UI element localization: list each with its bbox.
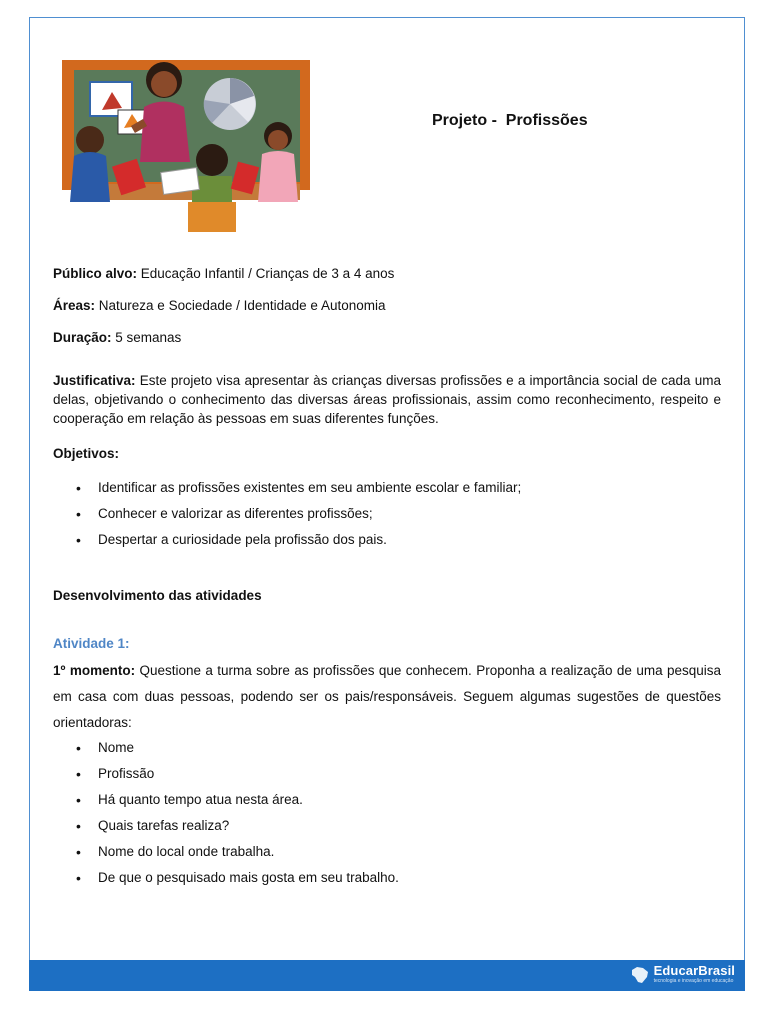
list-item: • Profissão bbox=[76, 764, 399, 790]
logo-subtitle: tecnologia e inovação em educação bbox=[653, 978, 734, 984]
list-item: • Nome bbox=[76, 738, 399, 764]
duracao-label: Duração: bbox=[53, 330, 112, 345]
questoes-list bbox=[76, 738, 399, 894]
justificativa-paragraph bbox=[53, 371, 721, 428]
publico-alvo-label: Público alvo: bbox=[53, 266, 138, 281]
document-title: Projeto - Profissões bbox=[432, 112, 588, 129]
logo-text: EducarBrasil bbox=[653, 963, 735, 978]
areas-line bbox=[53, 298, 386, 313]
classroom-illustration bbox=[52, 52, 312, 232]
publico-alvo-value: Educação Infantil / Crianças de 3 a 4 anos bbox=[137, 266, 395, 281]
list-item: • Quais tarefas realiza? bbox=[76, 816, 399, 842]
areas-label: Áreas: bbox=[53, 298, 96, 313]
justificativa-text: Este projeto visa apresentar às crianças diversas profissões e a importância social de cada uma delas, objetivando o conhecimento das diversas áreas profissionais, assim como reconhecimento, respeito e cooperação em relação às pessoas em suas diferentes funções. bbox=[53, 373, 721, 426]
areas-value: Natureza e Sociedade / Identidade e Autonomia bbox=[95, 298, 386, 313]
brazil-map-icon bbox=[629, 964, 651, 986]
list-item: • Há quanto tempo atua nesta área. bbox=[76, 790, 399, 816]
moment-label: 1º momento: bbox=[53, 663, 136, 678]
justificativa-label: Justificativa: bbox=[53, 373, 136, 388]
atividade-1-title: Atividade 1: bbox=[53, 636, 130, 651]
list-item: • Identificar as profissões existentes em seu ambiente escolar e familiar; bbox=[76, 478, 521, 504]
list-item: • Conhecer e valorizar as diferentes profissões; bbox=[76, 504, 521, 530]
list-item: • Despertar a curiosidade pela profissão dos pais. bbox=[76, 530, 521, 556]
educarbrasil-logo bbox=[629, 964, 735, 986]
duracao-value: 5 semanas bbox=[111, 330, 182, 345]
desenvolvimento-heading: Desenvolvimento das atividades bbox=[53, 588, 262, 603]
objetivos-heading: Objetivos: bbox=[53, 446, 120, 461]
objetivos-list bbox=[76, 478, 521, 556]
duracao-line bbox=[53, 330, 181, 345]
publico-alvo-line bbox=[53, 266, 394, 281]
list-item: • Nome do local onde trabalha. bbox=[76, 842, 399, 868]
list-item: • De que o pesquisado mais gosta em seu trabalho. bbox=[76, 868, 399, 894]
moment-text: Questione a turma sobre as profissões que conhecem. Proponha a realização de uma pesquisa em casa com duas pessoas, podendo ser os pais/responsáveis. Seguem algumas sugestões de questões orientadoras: bbox=[53, 663, 722, 730]
footer-bar bbox=[29, 960, 745, 991]
atividade-1-paragraph bbox=[53, 658, 721, 736]
